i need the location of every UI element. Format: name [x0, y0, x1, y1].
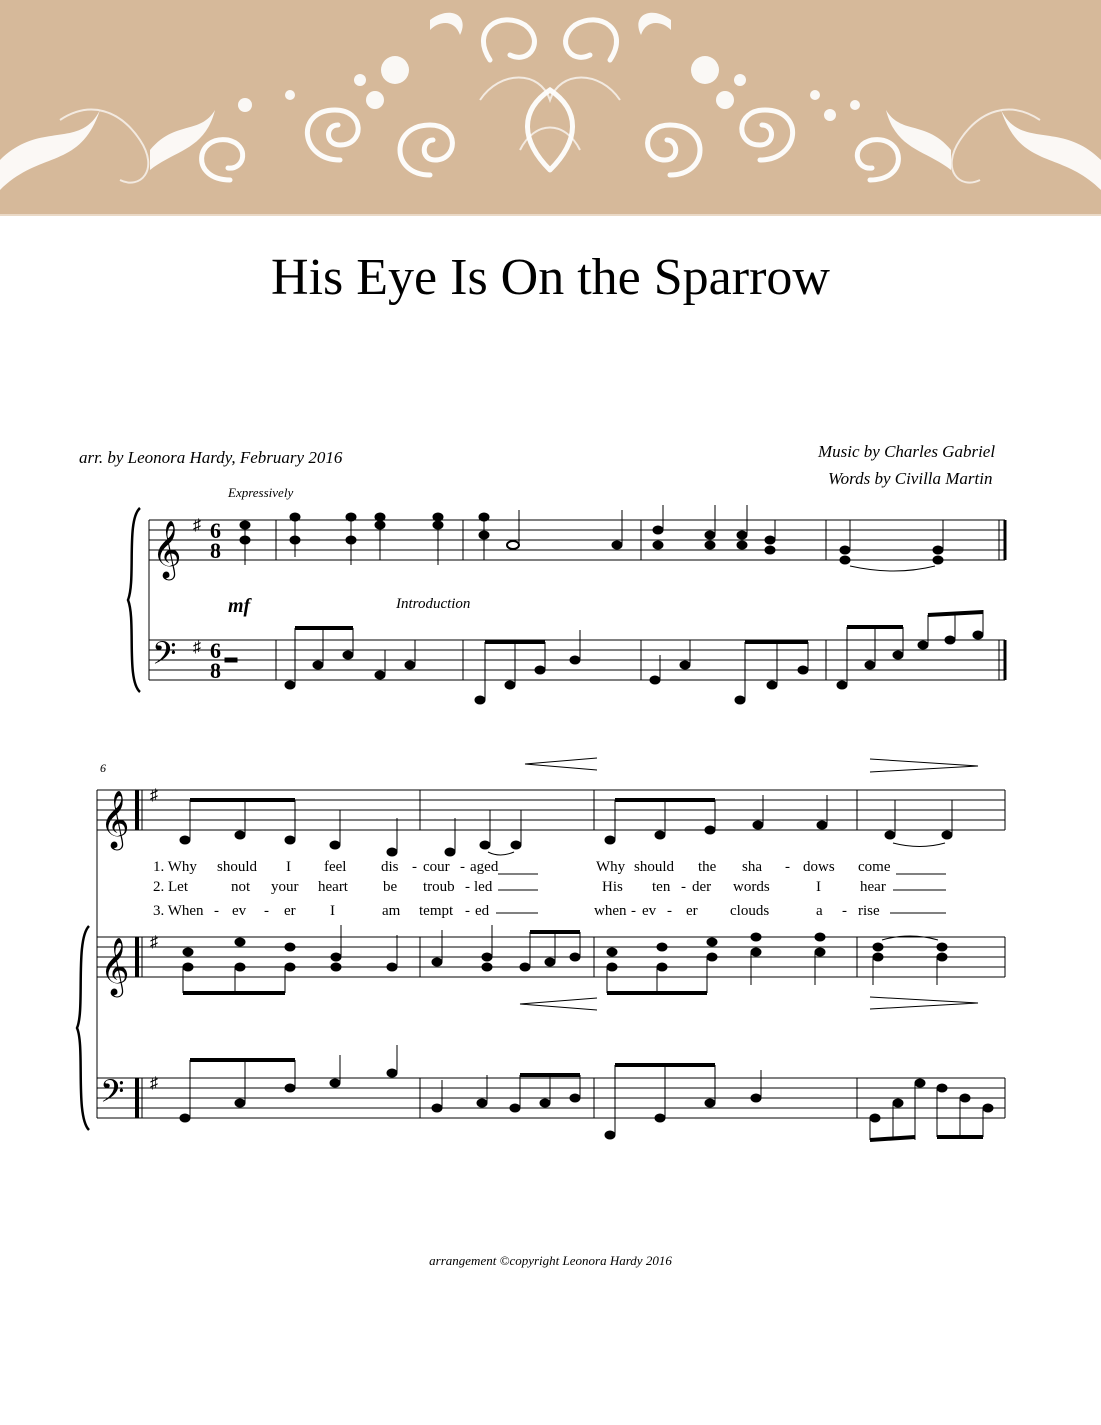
svg-text:6: 6	[210, 518, 221, 543]
bass-clef-icon: 𝄢	[100, 1075, 125, 1117]
voice-staff-system-2	[97, 790, 1005, 830]
copyright-footer: arrangement ©copyright Leonora Hardy 2016	[429, 1253, 672, 1268]
svg-text:troub: troub	[423, 879, 455, 895]
svg-text:2. Let: 2. Let	[153, 879, 188, 895]
lyricist-credit: Words by Civilla Martin	[828, 469, 993, 488]
tempo-marking: Expressively	[228, 485, 294, 500]
svg-text:should: should	[634, 859, 675, 875]
svg-text:a: a	[816, 903, 823, 919]
piano-bass-staff-system-2	[97, 1078, 1005, 1118]
svg-text:-: -	[785, 859, 790, 875]
sharp-icon: ♯	[150, 934, 158, 951]
svg-text:not: not	[231, 879, 251, 895]
svg-text:dis: dis	[381, 859, 399, 875]
svg-text:-: -	[214, 903, 219, 919]
sharp-icon: ♯	[150, 1075, 158, 1092]
svg-text:sha: sha	[742, 859, 762, 875]
svg-text:aged: aged	[470, 859, 499, 875]
svg-text:6: 6	[210, 638, 221, 663]
bass-notes-system-1	[225, 610, 983, 704]
crescendo-hairpin	[520, 998, 597, 1010]
svg-text:er: er	[686, 903, 698, 919]
svg-text:ten: ten	[652, 879, 671, 895]
svg-text:clouds: clouds	[730, 903, 770, 919]
decrescendo-hairpin	[870, 759, 978, 772]
svg-text:rise: rise	[858, 903, 880, 919]
svg-text:Why: Why	[596, 859, 626, 875]
svg-text:dows: dows	[803, 859, 835, 875]
composer-credit: Music by Charles Gabriel	[818, 442, 996, 461]
svg-text:-: -	[465, 879, 470, 895]
arranger-credit: arr. by Leonora Hardy, February 2016	[79, 448, 343, 467]
treble-clef-icon: 𝄞	[152, 521, 182, 577]
grand-staff-brace	[128, 508, 140, 692]
sharp-icon: ♯	[150, 787, 158, 804]
treble-notes-system-1	[240, 505, 943, 571]
svg-text:-: -	[465, 903, 470, 919]
svg-text:feel: feel	[324, 859, 347, 875]
section-label: Introduction	[396, 596, 471, 612]
svg-text:-: -	[842, 903, 847, 919]
svg-text:8: 8	[210, 658, 221, 683]
svg-text:your: your	[271, 879, 299, 895]
sharp-icon: ♯	[193, 517, 201, 534]
svg-text:cour: cour	[423, 859, 450, 875]
svg-text:I: I	[330, 903, 335, 919]
piano-bass-notes-system-2	[180, 1045, 993, 1140]
svg-text:-: -	[264, 903, 269, 919]
svg-text:-: -	[631, 903, 636, 919]
svg-text:er: er	[284, 903, 296, 919]
svg-text:3. When: 3. When	[153, 903, 204, 919]
crescendo-hairpin	[525, 758, 597, 770]
treble-clef-icon: 𝄞	[100, 938, 130, 994]
svg-text:heart: heart	[318, 879, 348, 895]
svg-text:ev: ev	[232, 903, 247, 919]
svg-text:come: come	[858, 859, 891, 875]
svg-text:am: am	[382, 903, 401, 919]
svg-text:I: I	[816, 879, 821, 895]
svg-text:led: led	[474, 879, 493, 895]
voice-notes-system-2	[180, 795, 952, 856]
svg-text:1. Why: 1. Why	[153, 859, 197, 875]
svg-text:ed: ed	[475, 903, 490, 919]
piano-treble-staff-system-2	[97, 937, 1005, 977]
svg-text:-: -	[412, 859, 417, 875]
svg-text:His: His	[602, 879, 623, 895]
svg-text:when: when	[594, 903, 627, 919]
measure-number: 6	[100, 761, 106, 775]
treble-clef-icon: 𝄞	[100, 791, 130, 847]
dynamic-marking: mf	[228, 595, 251, 617]
svg-text:the: the	[698, 859, 717, 875]
sharp-icon: ♯	[193, 639, 201, 656]
page-title: His Eye Is On the Sparrow	[271, 249, 830, 306]
svg-text:-: -	[460, 859, 465, 875]
svg-text:be: be	[383, 879, 398, 895]
svg-text:8: 8	[210, 538, 221, 563]
svg-text:der: der	[692, 879, 712, 895]
treble-staff-system-1	[149, 520, 1005, 560]
svg-text:-: -	[667, 903, 672, 919]
svg-text:I: I	[286, 859, 291, 875]
decrescendo-hairpin	[870, 997, 978, 1009]
svg-text:ev: ev	[642, 903, 657, 919]
grand-staff-brace	[77, 926, 89, 1130]
lyrics	[153, 859, 891, 919]
bass-clef-icon: 𝄢	[152, 637, 177, 679]
svg-text:hear: hear	[860, 879, 886, 895]
svg-text:-: -	[681, 879, 686, 895]
svg-text:words: words	[733, 879, 770, 895]
svg-text:tempt: tempt	[419, 903, 454, 919]
piano-treble-notes-system-2	[183, 925, 947, 993]
svg-text:should: should	[217, 859, 258, 875]
